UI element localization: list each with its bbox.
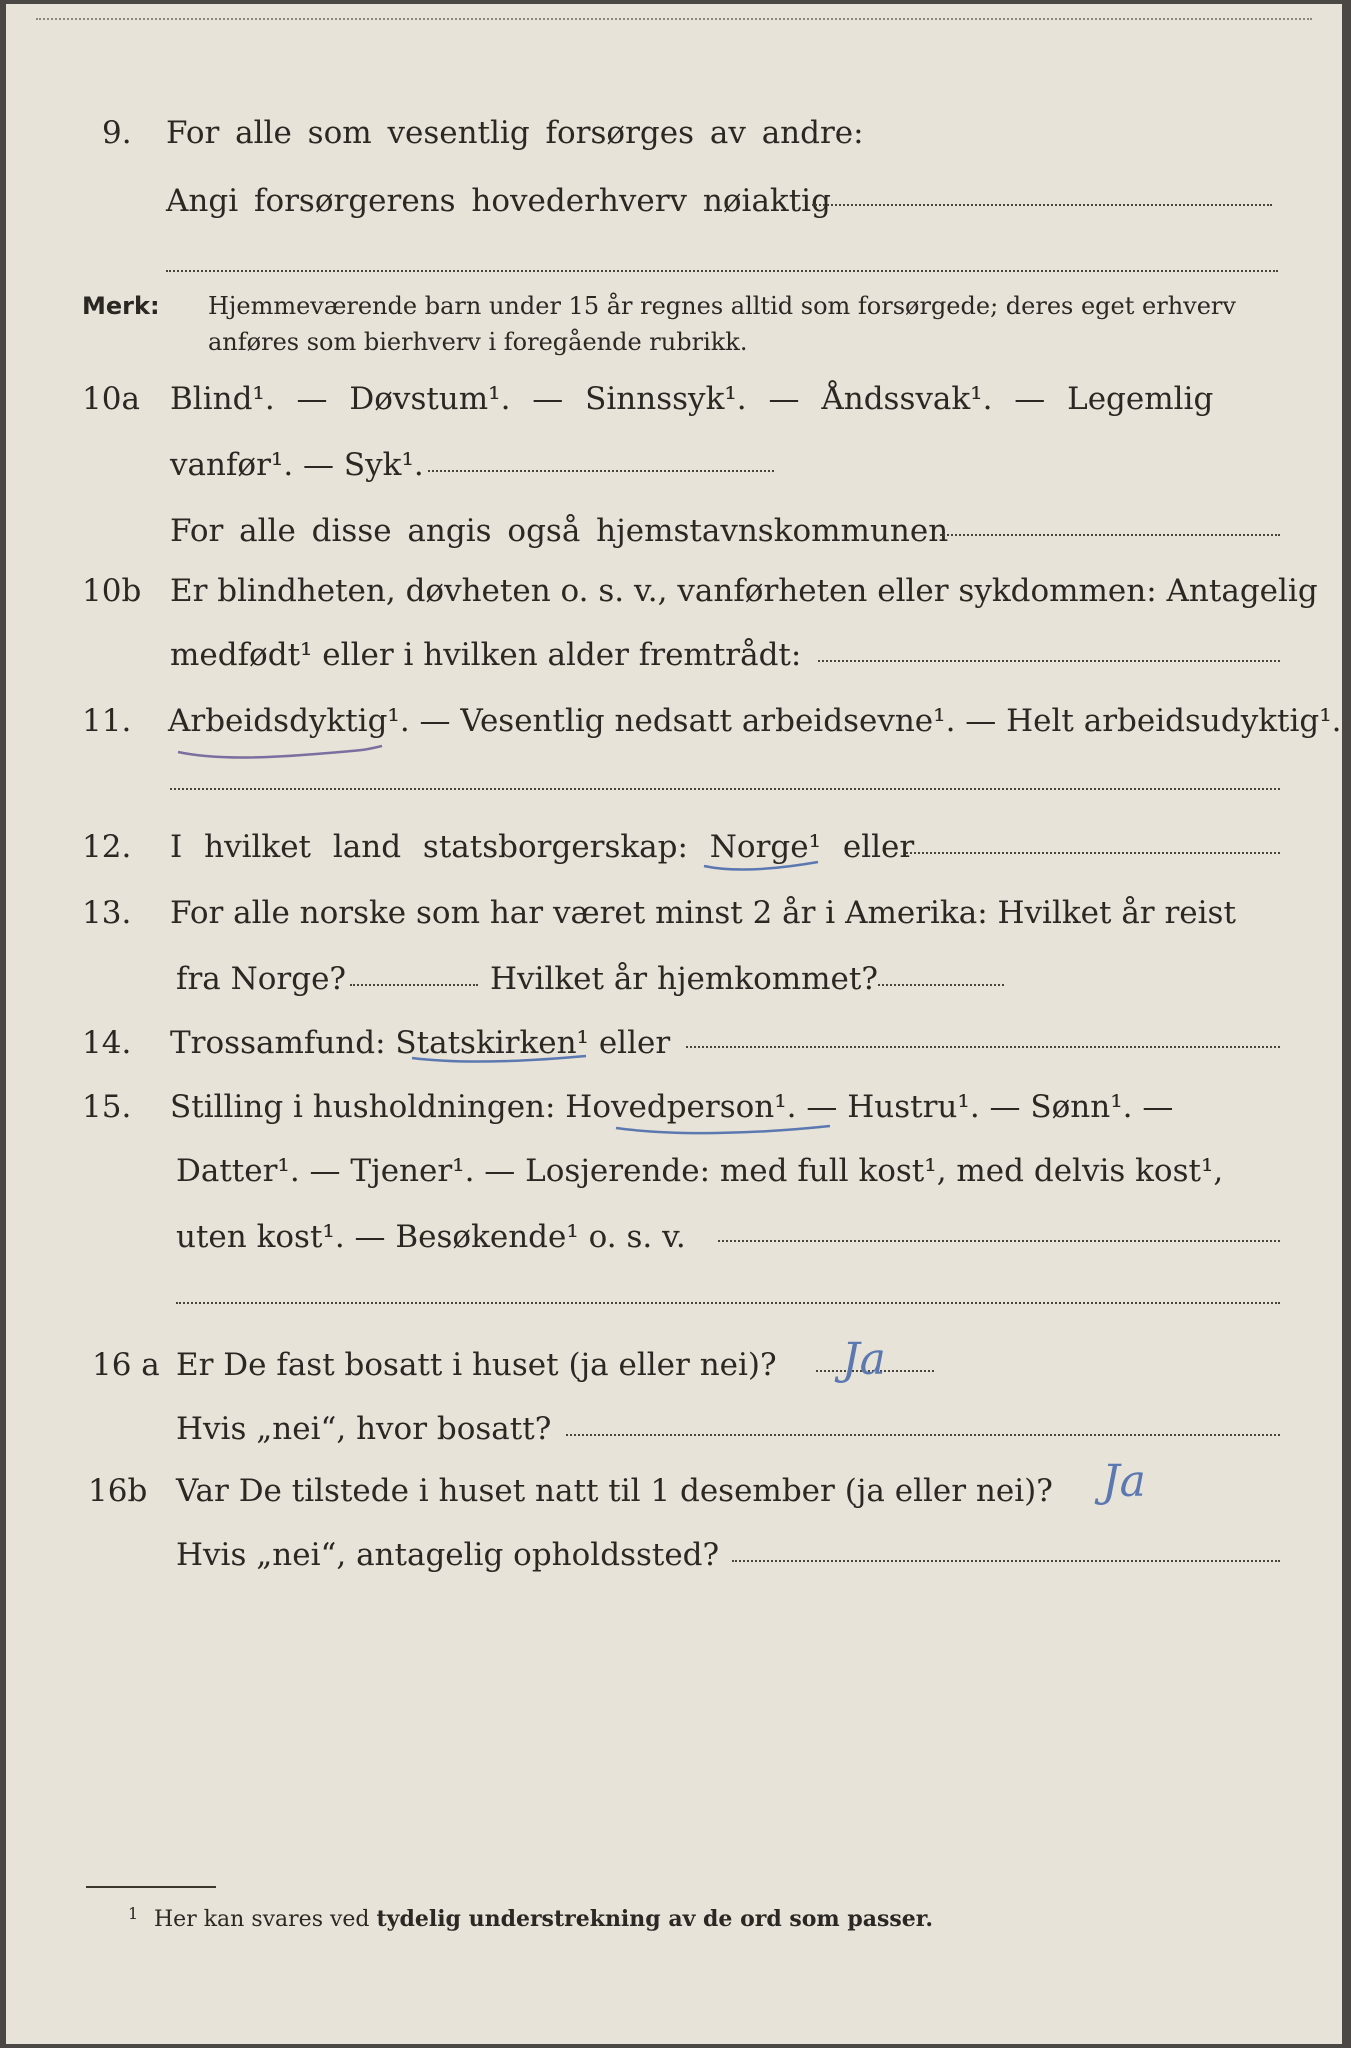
footnote-text xyxy=(154,1908,933,1931)
q16a-line1: Er De fast bosatt i huset (ja eller nei)? xyxy=(176,1347,777,1383)
q12-line1: I hvilket land statsborgerskap: Norge¹ eller xyxy=(170,829,915,865)
q15-answer-line[interactable] xyxy=(718,1240,1280,1242)
q16a-bosatt-answer-line[interactable] xyxy=(566,1434,1280,1436)
q12-number: 12. xyxy=(82,829,132,865)
q11-number: 11. xyxy=(82,703,132,739)
q9-line1: For alle som vesentlig forsørges av andre: xyxy=(166,115,864,151)
q14-statskirken-underline-mark xyxy=(410,1050,590,1068)
q10a-hjemstavn-answer-line[interactable] xyxy=(940,534,1280,536)
merk-line1: Hjemmeværende barn under 15 år regnes alltid som forsørgede; deres eget erhverv xyxy=(208,292,1236,320)
footnote-text-plain: Her kan svares ved xyxy=(154,1907,370,1932)
q14-number: 14. xyxy=(82,1025,132,1061)
q10a-syk-answer-line[interactable] xyxy=(428,470,774,472)
q9-answer-line[interactable] xyxy=(812,204,1272,206)
q15-line3: uten kost¹. — Besøkende¹ o. s. v. xyxy=(176,1219,686,1255)
q13-number: 13. xyxy=(82,895,132,931)
q15-number: 15. xyxy=(82,1089,132,1125)
q13-reist-answer-line[interactable] xyxy=(350,984,478,986)
q15-line2: Datter¹. — Tjener¹. — Losjerende: med full kost¹, med delvis kost¹, xyxy=(176,1153,1224,1189)
q10a-line1: Blind¹. — Døvstum¹. — Sinnssyk¹. — Åndssvak¹. — Legemlig xyxy=(170,381,1214,417)
q15-extra-answer-line[interactable] xyxy=(176,1302,1280,1304)
q10a-line2: vanfør¹. — Syk¹. xyxy=(170,447,424,483)
top-edge-dotted-rule xyxy=(36,18,1312,20)
q16a-line2: Hvis „nei“, hvor bosatt? xyxy=(176,1411,552,1447)
q16b-line1: Var De tilstede i huset natt til 1 desember (ja eller nei)? xyxy=(176,1473,1053,1509)
merk-label: Merk: xyxy=(82,292,160,320)
q16b-line2: Hvis „nei“, antagelig opholdssted? xyxy=(176,1537,720,1573)
q14-answer-line[interactable] xyxy=(686,1046,1280,1048)
q15-hovedperson-underline-mark xyxy=(614,1118,834,1140)
q13-line2a: fra Norge? xyxy=(176,961,347,997)
q11-underline-mark xyxy=(176,738,386,762)
merk-line2: anføres som bierhverv i foregående rubrikk. xyxy=(208,328,748,356)
q16b-opholdssted-answer-line[interactable] xyxy=(732,1560,1280,1562)
q10a-number: 10a xyxy=(82,381,140,417)
q10b-line1: Er blindheten, døvheten o. s. v., vanførheten eller sykdommen: Antagelig xyxy=(170,573,1318,609)
q16a-number: 16 a xyxy=(92,1347,160,1383)
q9-number: 9. xyxy=(102,115,132,151)
q16b-number: 16b xyxy=(88,1473,148,1509)
q11-line1: Arbeidsdyktig¹. — Vesentlig nedsatt arbeidsevne¹. — Helt arbeidsudyktig¹. xyxy=(168,703,1342,739)
q13-line2b: Hvilket år hjemkommet? xyxy=(490,961,878,997)
q10b-line2: medfødt¹ eller i hvilken alder fremtrådt: xyxy=(170,637,802,673)
q16b-handwritten-answer: Ja xyxy=(1102,1456,1146,1507)
q14-line1: Trossamfund: Statskirken¹ eller xyxy=(170,1025,671,1061)
q10b-answer-line[interactable] xyxy=(818,660,1280,662)
q11-extra-answer-line[interactable] xyxy=(170,788,1280,790)
q9-extra-answer-line[interactable] xyxy=(166,270,1278,272)
q13-line1: For alle norske som har været minst 2 år i Amerika: Hvilket år reist xyxy=(170,895,1236,931)
q12-norge-underline-mark xyxy=(702,856,822,876)
footnote-text-bold: tydelig understrekning av de ord som passer. xyxy=(376,1906,934,1932)
census-form-page xyxy=(6,4,1342,2044)
footnote-rule xyxy=(86,1886,216,1888)
footnote-mark: 1 xyxy=(128,1904,139,1923)
q10b-number: 10b xyxy=(82,573,142,609)
q16a-handwritten-answer: Ja xyxy=(842,1334,886,1385)
q15-line1: Stilling i husholdningen: Hovedperson¹. — Hustru¹. — Sønn¹. — xyxy=(170,1089,1174,1125)
q12-answer-line[interactable] xyxy=(906,852,1280,854)
q13-hjemkommet-answer-line[interactable] xyxy=(878,984,1004,986)
q10a-line3: For alle disse angis også hjemstavnskommunen xyxy=(170,513,949,549)
q9-line2: Angi forsørgerens hovederhverv nøiaktig xyxy=(166,183,831,219)
